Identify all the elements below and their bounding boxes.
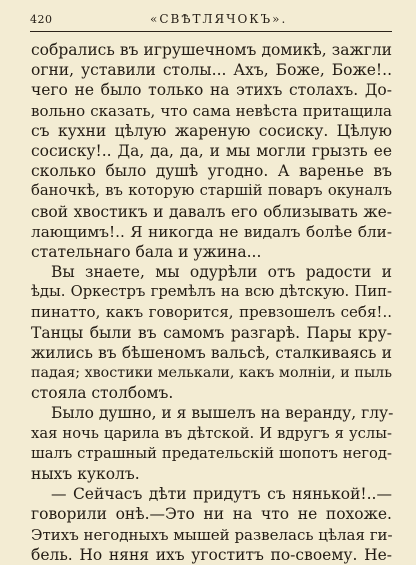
text-line: жились въ бѣшеномъ вальсѣ, сталкиваясь и [31,343,392,362]
text-line: свой хвостикъ и давалъ его облизывать же- [31,202,392,221]
header-rule [30,31,392,32]
text-line: бель. Но няня ихъ угоститъ по-своему. Не- [31,545,392,564]
text-line: — Сейчасъ дѣти придутъ съ нянькой!..— [51,485,392,504]
text-line: Было душно, и я вышелъ на веранду, глу- [51,404,394,423]
text-line: падая; хвостики мелькали, какъ молніи, и пыль [31,365,392,381]
running-title: «СВѢТЛЯЧОКЪ». [150,12,288,26]
text-line: стательнаго бала и ужина... [31,242,262,261]
text-line: стояла столбомъ. [31,384,174,403]
text-line: ныхъ куколъ. [31,464,140,483]
text-line: съ кухни цѣлую жареную сосиску. Цѣлую [31,121,392,140]
text-line: собрались въ игрушечномъ домикѣ, зажгли [31,41,392,59]
text-line: Вы знаете, мы одурѣли отъ радости и [51,263,392,282]
text-line: говорили онѣ.—Это ни на что не похоже. [31,505,392,524]
text-line: огни, уставили столы... Ахъ, Боже, Боже!.. [31,61,392,80]
text-line: Этихъ негодныхъ мышей развелась цѣлая ги- [31,525,393,544]
text-line: шалъ страшный предательскій шопотъ негод- [31,444,392,462]
text-line: чего не было только на этихъ столахъ. До- [31,81,392,100]
text-line: хая ночь царила въ дѣтской. И вдругъ я услы- [31,424,392,442]
text-line: лающимъ!.. Я никогда не видалъ болѣе бли- [31,222,392,241]
page-number: 420 [30,13,53,26]
page-header [30,10,392,32]
text-line: сколько было душѣ угодно. А варенье въ [31,162,392,181]
text-line: Танцы были въ самомъ разгарѣ. Пары кру- [31,323,392,342]
text-line: пинатто, какъ говорится, превзошелъ себя!.. [31,303,392,322]
text-line: баночкѣ, въ которую старшій поваръ окуналъ [31,182,392,200]
page-body-text [31,40,392,565]
text-line: вольно сказать, что сама невѣста притащила [31,101,392,120]
text-line: сосиску!.. Да, да, да, и мы могли грызть ее [31,141,392,160]
text-line: ѣды. Оркестръ гремѣлъ на всю дѣтскую. Пип- [31,283,392,301]
